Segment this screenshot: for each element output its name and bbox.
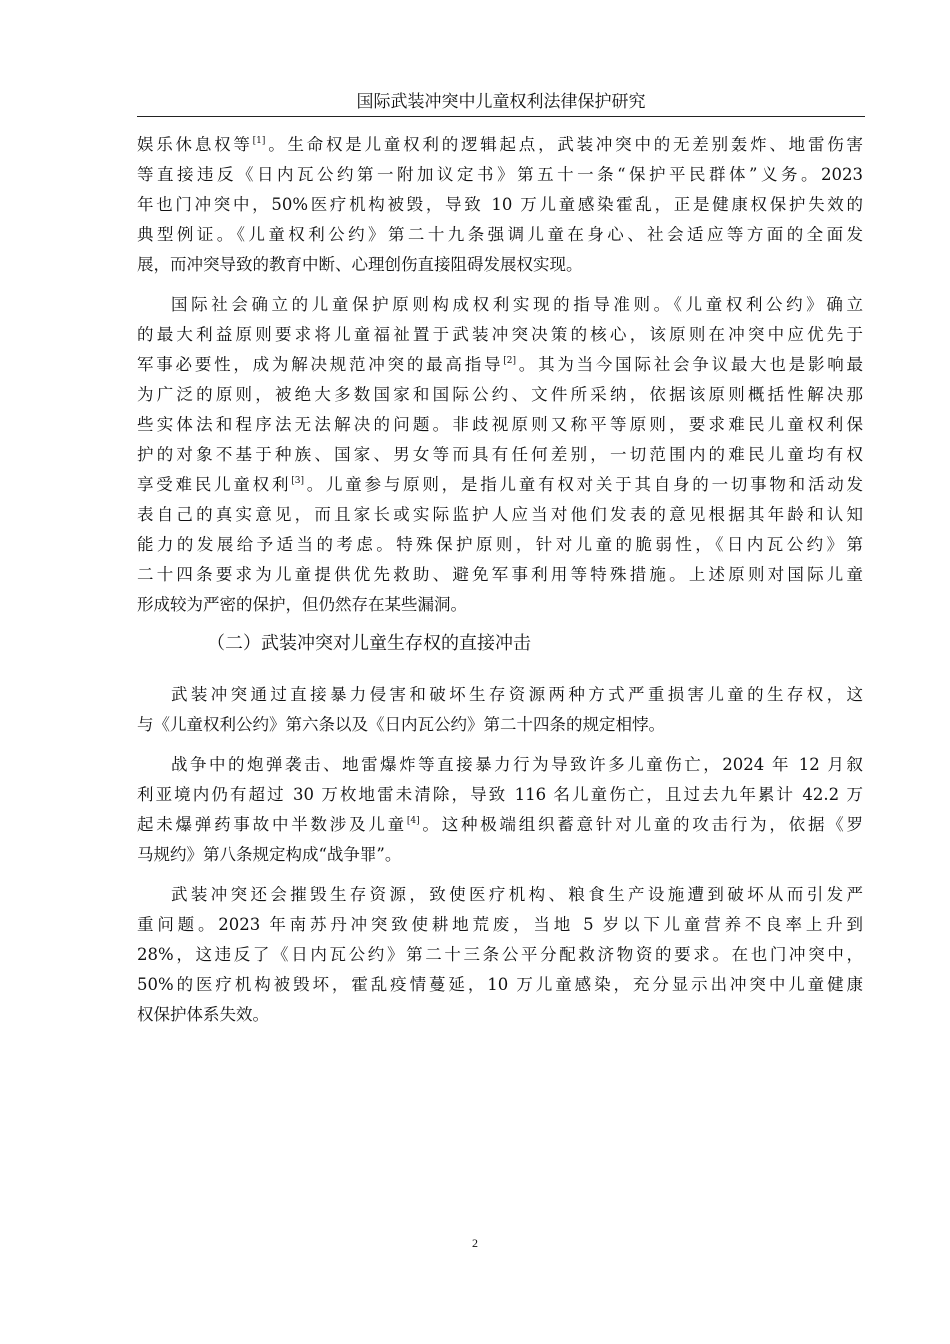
citation-ref[interactable]: [3] [291, 476, 304, 486]
text-run: 娱乐休息权等 [137, 135, 253, 154]
text-line: 重问题。2023 年南苏丹冲突致使耕地荒废，当地 5 岁以下儿童营养不良率上升到 [137, 915, 863, 934]
text-run: 。儿童参与原则，是指儿童有权对关于其自身的一切事物和活动发 [303, 475, 864, 494]
text-line [137, 810, 863, 840]
text-line [137, 130, 863, 160]
text-line: 权保护体系失效。 [137, 1005, 269, 1024]
text-line: 为广泛的原则，被绝大多数国家和国际公约、文件所采纳，依据该原则概括性解决那 [137, 385, 863, 404]
text-line: 些实体法和程序法无法解决的问题。非歧视原则又称平等原则，要求难民儿童权利保 [137, 415, 863, 434]
section-heading: （二）武装冲突对儿童生存权的直接冲击 [207, 633, 531, 654]
text-line: 二十四条要求为儿童提供优先救助、避免军事利用等特殊措施。上述原则对国际儿童 [137, 565, 863, 584]
text-run: 。其为当今国际社会争议最大也是影响最 [516, 355, 864, 374]
text-line: 利亚境内仍有超过 30 万枚地雷未清除，导致 116 名儿童伤亡，且过去九年累计 42.2 万 [137, 785, 863, 804]
text-line: 马规约》第八条规定构成“战争罪”。 [137, 845, 402, 864]
text-line: 年也门冲突中，50%医疗机构被毁，导致 10 万儿童感染霍乱，正是健康权保护失效的 [137, 195, 863, 214]
document-body [137, 130, 863, 1030]
paragraph [137, 680, 863, 740]
text-line: 28%，这违反了《日内瓦公约》第二十三条公平分配救济物资的要求。在也门冲突中， [137, 945, 863, 964]
text-run: 。生命权是儿童权利的逻辑起点，武装冲突中的无差别轰炸、地雷伤害 [265, 135, 864, 154]
text-line: 50%的医疗机构被毁坏，霍乱疫情蔓延，10 万儿童感染，充分显示出冲突中儿童健康 [137, 975, 863, 994]
text-run: 享受难民儿童权利 [137, 475, 292, 494]
text-line: 典型例证。《儿童权利公约》第二十九条强调儿童在身心、社会适应等方面的全面发 [137, 225, 863, 244]
page-number: 2 [472, 1236, 478, 1250]
text-line [137, 350, 863, 380]
citation-ref[interactable]: [4] [406, 816, 420, 826]
text-line: 展，而冲突导致的教育中断、心理创伤直接阻碍发展权实现。 [137, 255, 583, 274]
text-line: 与《儿童权利公约》第六条以及《日内瓦公约》第二十四条的规定相悖。 [137, 715, 665, 734]
running-header: 国际武装冲突中儿童权利法律保护研究 [137, 88, 865, 117]
text-line: 等直接违反《日内瓦公约第一附加议定书》第五十一条“保护平民群体”义务。2023 [137, 165, 863, 184]
text-line: 的最大利益原则要求将儿童福祉置于武装冲突决策的核心，该原则在冲突中应优先于 [137, 325, 863, 344]
text-run: 起未爆弹药事故中半数涉及儿童 [137, 815, 407, 834]
text-line: 能力的发展给予适当的考虑。特殊保护原则，针对儿童的脆弱性，《日内瓦公约》第 [137, 535, 863, 554]
text-run: 军事必要性，成为解决规范冲突的最高指导 [137, 355, 504, 374]
text-line: 战争中的炮弹袭击、地雷爆炸等直接暴力行为导致许多儿童伤亡，2024 年 12 月叙 [171, 755, 863, 774]
text-line: 表自己的真实意见，而且家长或实际监护人应当对他们发表的意见根据其年龄和认知 [137, 505, 863, 524]
citation-ref[interactable]: [1] [252, 136, 266, 146]
paragraph [137, 290, 863, 620]
paragraph [137, 130, 863, 280]
text-line: 形成较为严密的保护，但仍然存在某些漏洞。 [137, 595, 467, 614]
citation-ref[interactable]: [2] [503, 356, 517, 366]
text-line: 武装冲突通过直接暴力侵害和破坏生存资源两种方式严重损害儿童的生存权，这 [171, 685, 863, 704]
text-line: 护的对象不基于种族、国家、男女等而具有任何差别，一切范围内的难民儿童均有权 [137, 445, 863, 464]
text-line: 武装冲突还会摧毁生存资源，致使医疗机构、粮食生产设施遭到破坏从而引发严 [171, 885, 863, 904]
paragraph [137, 750, 863, 870]
text-line: 国际社会确立的儿童保护原则构成权利实现的指导准则。《儿童权利公约》确立 [171, 295, 863, 314]
text-line [137, 470, 863, 500]
paragraph [137, 880, 863, 1030]
text-run: 。这种极端组织蓄意针对儿童的攻击行为，依据《罗 [419, 815, 864, 834]
